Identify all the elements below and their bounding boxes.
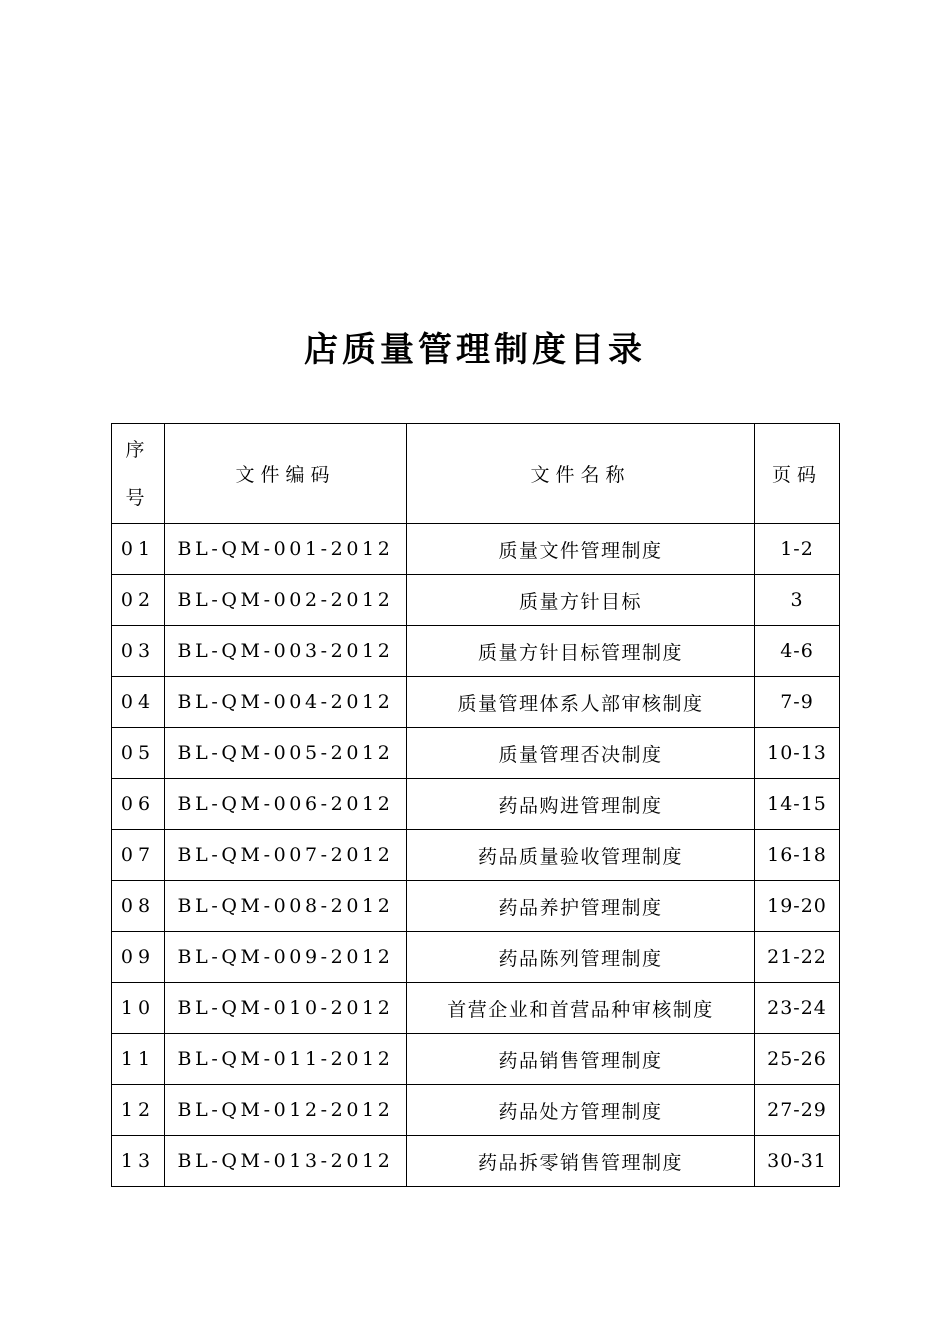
header-no <box>112 424 165 524</box>
cell-no: 08 <box>112 881 165 932</box>
cell-code: BL-QM-006-2012 <box>165 779 407 830</box>
table-header-row <box>112 424 840 524</box>
cell-no: 05 <box>112 728 165 779</box>
cell-name: 首营企业和首营品种审核制度 <box>407 983 755 1034</box>
table-row <box>112 983 840 1034</box>
cell-code: BL-QM-001-2012 <box>165 524 407 575</box>
table-row <box>112 779 840 830</box>
cell-page: 30-31 <box>755 1136 840 1187</box>
header-name: 文件名称 <box>407 424 755 524</box>
cell-name: 药品质量验收管理制度 <box>407 830 755 881</box>
table-row <box>112 677 840 728</box>
header-code: 文件编码 <box>165 424 407 524</box>
cell-code: BL-QM-013-2012 <box>165 1136 407 1187</box>
cell-no: 09 <box>112 932 165 983</box>
table-row <box>112 932 840 983</box>
cell-name: 质量文件管理制度 <box>407 524 755 575</box>
cell-name: 质量方针目标管理制度 <box>407 626 755 677</box>
cell-no: 06 <box>112 779 165 830</box>
cell-page: 16-18 <box>755 830 840 881</box>
table-row <box>112 575 840 626</box>
cell-code: BL-QM-003-2012 <box>165 626 407 677</box>
table-row <box>112 881 840 932</box>
cell-page: 25-26 <box>755 1034 840 1085</box>
cell-page: 23-24 <box>755 983 840 1034</box>
cell-page: 14-15 <box>755 779 840 830</box>
table-row <box>112 830 840 881</box>
table-row <box>112 1136 840 1187</box>
cell-name: 药品陈列管理制度 <box>407 932 755 983</box>
cell-name: 药品购进管理制度 <box>407 779 755 830</box>
cell-page: 21-22 <box>755 932 840 983</box>
cell-page: 4-6 <box>755 626 840 677</box>
cell-name: 质量管理否决制度 <box>407 728 755 779</box>
cell-page: 1-2 <box>755 524 840 575</box>
cell-name: 药品处方管理制度 <box>407 1085 755 1136</box>
cell-no: 12 <box>112 1085 165 1136</box>
table-row <box>112 1085 840 1136</box>
header-no-line1: 序 <box>125 438 151 461</box>
cell-no: 07 <box>112 830 165 881</box>
cell-no: 01 <box>112 524 165 575</box>
header-page: 页码 <box>755 424 840 524</box>
page-title: 店质量管理制度目录 <box>304 330 646 370</box>
cell-code: BL-QM-009-2012 <box>165 932 407 983</box>
cell-page: 7-9 <box>755 677 840 728</box>
cell-page: 3 <box>755 575 840 626</box>
table-body <box>112 524 840 1187</box>
cell-name: 质量方针目标 <box>407 575 755 626</box>
cell-code: BL-QM-004-2012 <box>165 677 407 728</box>
toc-table <box>111 423 840 1187</box>
cell-code: BL-QM-011-2012 <box>165 1034 407 1085</box>
cell-page: 27-29 <box>755 1085 840 1136</box>
cell-code: BL-QM-005-2012 <box>165 728 407 779</box>
table-row <box>112 1034 840 1085</box>
cell-code: BL-QM-012-2012 <box>165 1085 407 1136</box>
cell-name: 药品销售管理制度 <box>407 1034 755 1085</box>
cell-no: 10 <box>112 983 165 1034</box>
table-row <box>112 728 840 779</box>
cell-name: 质量管理体系人部审核制度 <box>407 677 755 728</box>
cell-name: 药品拆零销售管理制度 <box>407 1136 755 1187</box>
table-row <box>112 524 840 575</box>
cell-code: BL-QM-008-2012 <box>165 881 407 932</box>
cell-code: BL-QM-007-2012 <box>165 830 407 881</box>
cell-no: 11 <box>112 1034 165 1085</box>
table-row <box>112 626 840 677</box>
cell-name: 药品养护管理制度 <box>407 881 755 932</box>
cell-page: 19-20 <box>755 881 840 932</box>
cell-no: 04 <box>112 677 165 728</box>
cell-no: 02 <box>112 575 165 626</box>
cell-no: 03 <box>112 626 165 677</box>
cell-no: 13 <box>112 1136 165 1187</box>
header-no-line2: 号 <box>125 486 151 509</box>
cell-page: 10-13 <box>755 728 840 779</box>
cell-code: BL-QM-010-2012 <box>165 983 407 1034</box>
cell-code: BL-QM-002-2012 <box>165 575 407 626</box>
